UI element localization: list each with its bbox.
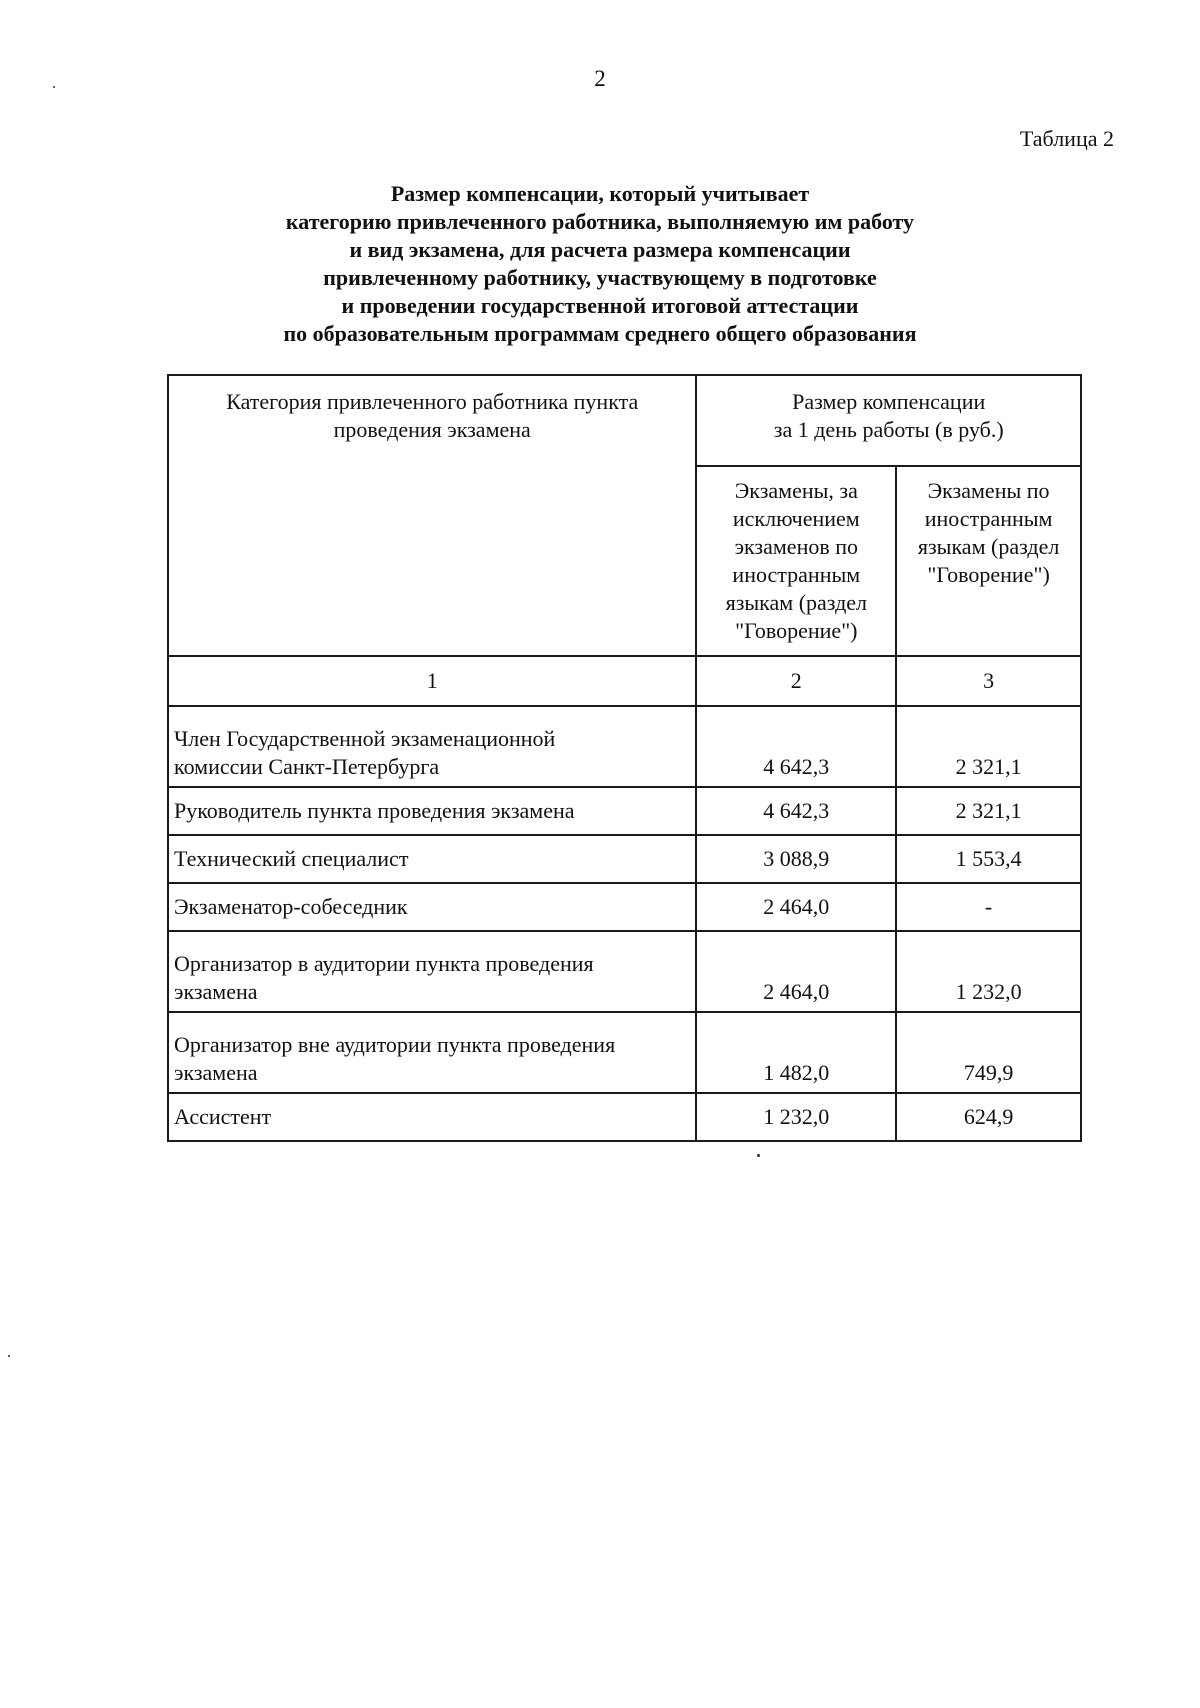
row-general-value: 4 642,3	[696, 787, 896, 835]
header-general-line-3: экзаменов по	[734, 534, 859, 559]
table-row	[168, 706, 1081, 787]
header-category-line-1: Категория привлеченного работника пункта	[226, 389, 639, 414]
row-category-line: экзамена	[174, 979, 258, 1004]
row-foreign-value: 1 232,0	[896, 931, 1081, 1012]
row-category-line: Руководитель пункта проведения экзамена	[174, 798, 575, 823]
scan-speck	[8, 1355, 10, 1357]
title-line-1: Размер компенсации, который учитывает	[390, 181, 810, 206]
title-line-6: по образовательным программам среднего общего образования	[283, 321, 917, 346]
row-category	[168, 787, 696, 835]
header-category	[168, 375, 696, 656]
row-general-value: 1 482,0	[696, 1012, 896, 1093]
row-category	[168, 835, 696, 883]
column-number-3: 3	[896, 656, 1081, 706]
row-category-line: комиссии Санкт-Петербурга	[174, 754, 440, 779]
header-foreign-line-3: языкам (раздел	[917, 534, 1060, 559]
title-line-4: привлеченному работнику, участвующему в подготовке	[323, 265, 877, 290]
header-general-line-6: "Говорение")	[735, 618, 858, 643]
column-number-row	[168, 656, 1081, 706]
table-row	[168, 1093, 1081, 1141]
row-foreign-value: -	[896, 883, 1081, 931]
document-title	[0, 180, 1200, 348]
table-row	[168, 835, 1081, 883]
header-compensation-size	[696, 375, 1081, 466]
row-general-value: 3 088,9	[696, 835, 896, 883]
title-line-3: и вид экзамена, для расчета размера компенсации	[349, 237, 851, 262]
header-general-line-5: языкам (раздел	[725, 590, 868, 615]
row-general-value: 2 464,0	[696, 883, 896, 931]
header-general-line-4: иностранным	[732, 562, 861, 587]
header-general-line-2: исключением	[732, 506, 860, 531]
row-foreign-value: 2 321,1	[896, 787, 1081, 835]
row-category	[168, 1012, 696, 1093]
header-foreign-exams	[896, 466, 1081, 656]
column-number-2: 2	[696, 656, 896, 706]
row-category-line: Экзаменатор-собеседник	[174, 894, 408, 919]
header-general-exams	[696, 466, 896, 656]
header-size-line-1: Размер компенсации	[792, 389, 986, 414]
table-label: Таблица 2	[1019, 126, 1114, 151]
table-row	[168, 787, 1081, 835]
row-general-value: 2 464,0	[696, 931, 896, 1012]
row-category-line: Организатор в аудитории пункта проведения	[174, 951, 594, 976]
column-number-1: 1	[168, 656, 696, 706]
header-foreign-line-4: "Говорение")	[927, 562, 1050, 587]
row-category-line: Организатор вне аудитории пункта проведения	[174, 1032, 616, 1057]
header-category-line-2: проведения экзамена	[333, 417, 531, 442]
header-foreign-line-2: иностранным	[924, 506, 1053, 531]
row-category	[168, 1093, 696, 1141]
table-header-row	[168, 375, 1081, 466]
header-size-line-2: за 1 день работы (в руб.)	[773, 417, 1004, 442]
scan-speck	[757, 1154, 760, 1157]
row-category-line: Член Государственной экзаменационной	[174, 726, 556, 751]
compensation-table	[167, 374, 1082, 1142]
title-line-2: категорию привлеченного работника, выполняемую им работу	[285, 209, 915, 234]
row-foreign-value: 749,9	[896, 1012, 1081, 1093]
row-category	[168, 706, 696, 787]
table-row	[168, 931, 1081, 1012]
row-category-line: экзамена	[174, 1060, 258, 1085]
header-general-line-1: Экзамены, за	[734, 478, 858, 503]
row-general-value: 1 232,0	[696, 1093, 896, 1141]
row-category	[168, 931, 696, 1012]
scan-speck	[53, 86, 55, 88]
table-row	[168, 883, 1081, 931]
row-foreign-value: 624,9	[896, 1093, 1081, 1141]
row-category-line: Технический специалист	[174, 846, 409, 871]
title-line-5: и проведении государственной итоговой аттестации	[341, 293, 859, 318]
row-general-value: 4 642,3	[696, 706, 896, 787]
row-foreign-value: 1 553,4	[896, 835, 1081, 883]
table-row	[168, 1012, 1081, 1093]
row-category-line: Ассистент	[174, 1104, 272, 1129]
header-foreign-line-1: Экзамены по	[927, 478, 1050, 503]
row-category	[168, 883, 696, 931]
row-foreign-value: 2 321,1	[896, 706, 1081, 787]
page-number: 2	[594, 66, 606, 91]
